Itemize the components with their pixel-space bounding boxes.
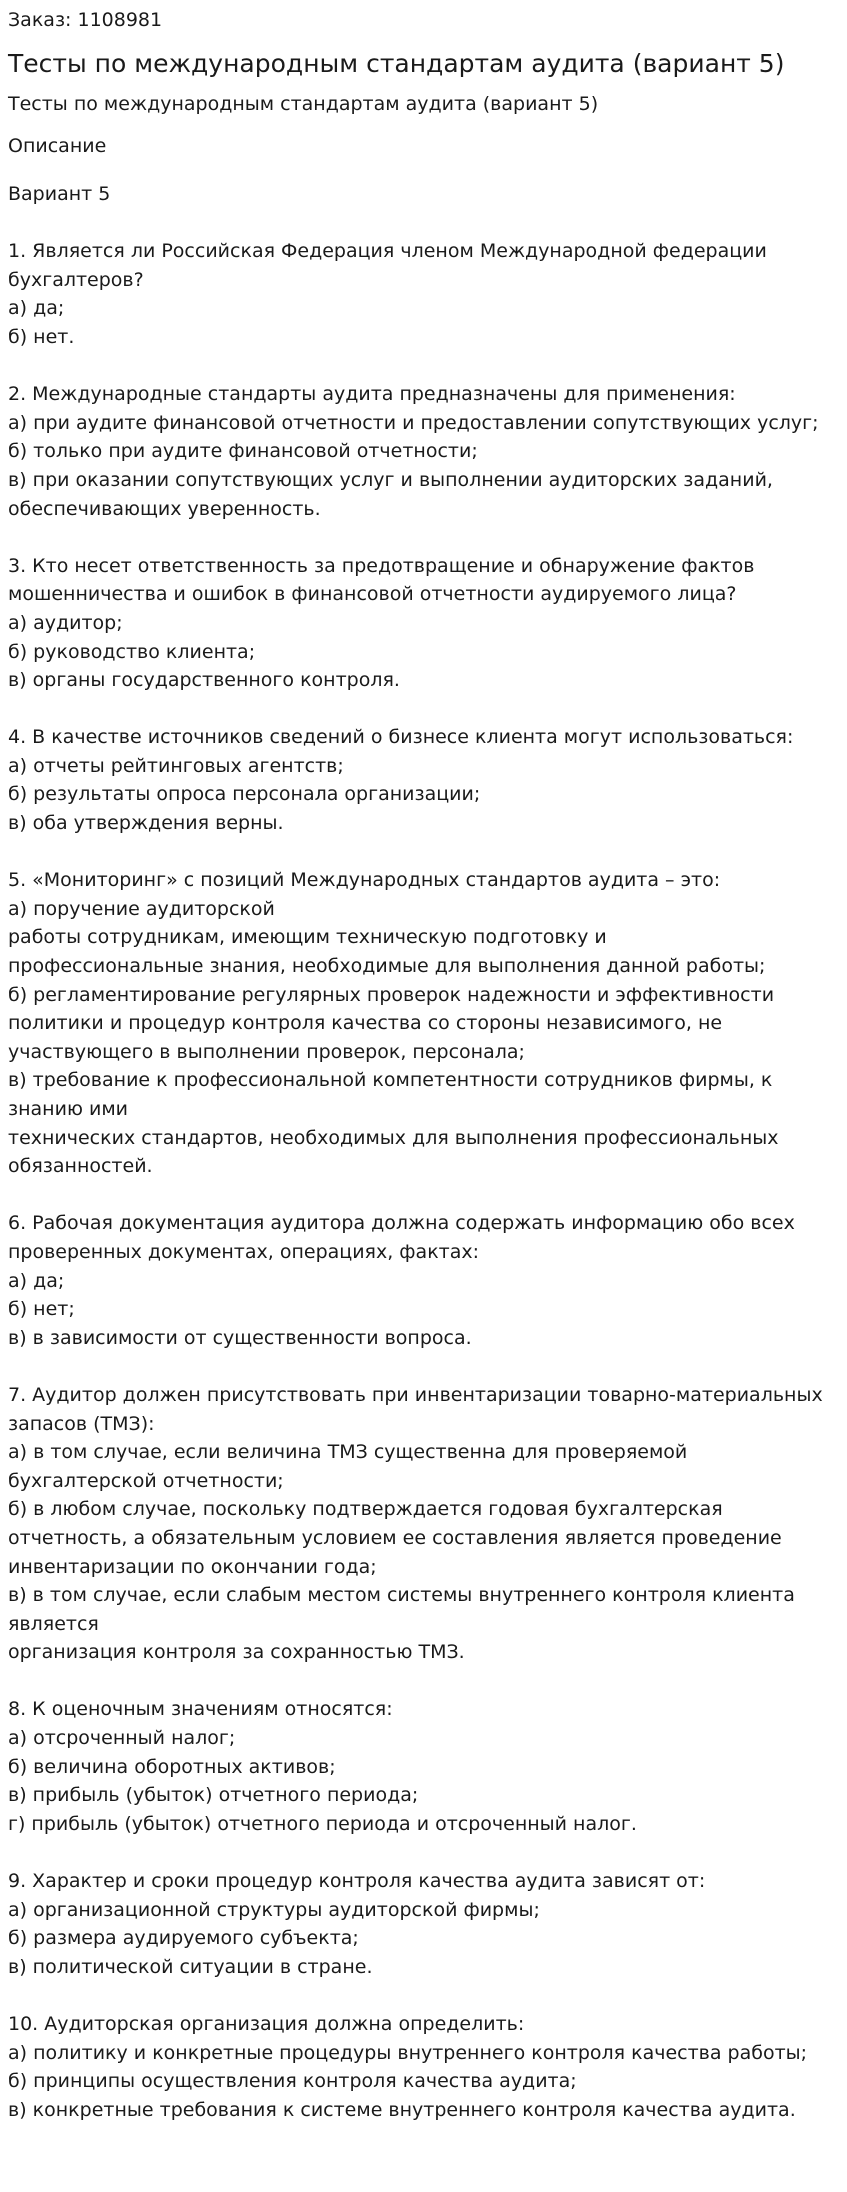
page-subtitle: Тесты по международным стандартам аудита (вариант 5) (8, 93, 599, 115)
order-number: Заказ: 1108981 (8, 9, 163, 31)
page-title: Тесты по международным стандартам аудита (вариант 5) (8, 49, 785, 78)
description-heading: Описание (8, 135, 107, 157)
description-text: Вариант 5 1. Является ли Российская Федерация членом Международной федерации бухгалтеров? а) да; б) нет. 2. Международные стандарты аудита предназначены для применения: а) при аудите финансовой отчетности и предоставлении сопутствующих услуг; б) только при аудите финансовой отчетности; в) при оказании сопутствующих услуг и выполнении аудиторских заданий, обеспечивающих уверенность. 3. Кто несет ответственность за предотвращение и обнаружение фактов мошенничества и ошибок в финансовой отчетности аудируемого лица? а) аудитор; б) руководство клиента; в) органы государственного контроля. 4. В качестве источников сведений о бизнесе клиента могут использоваться: а) отчеты рейтинговых агентств; б) результаты опроса персонала организации; в) оба утверждения верны. 5. «Мониторинг» с позиций Международных стандартов аудита – это: а) поручение аудиторской работы сотрудникам, имеющим техническую подготовку и профессиональные знания, необходимые для выполнения данной работы; б) регламентирование регулярных проверок надежности и эффективности политики и процедур контроля качества со стороны независимого, не участвующего в выполнении проверок, персонала; в) требование к профессиональной компетентности сотрудников фирмы, к знанию ими технических стандартов, необходимых для выполнения профессиональных обязанностей. 6. Рабочая документация аудитора должна содержать информацию обо всех проверенных документах, операциях, фактах: а) да; б) нет; в) в зависимости от существенности вопроса. 7. Аудитор должен присутствовать при инвентаризации товарно-материальных запасов (ТМЗ): а) в том случае, если величина ТМЗ существенна для проверяемой бухгалтерской отчетности; б) в любом случае, поскольку подтверждается годовая бухгалтерская отчетность, а обязательным условием ее составления является проведение инвентаризации по окончании года; в) в том случае, если слабым местом системы внутреннего контроля клиента является организация контроля за сохранностью ТМЗ. 8. К оценочным значениям относятся: а) отсроченный налог; б) величина оборотных активов; в) прибыль (убыток) отчетного периода; г) прибыль (убыток) отчетного периода и отсроченный налог. 9. Характер и сроки процедур контроля качества аудита зависят от: а) организационной структуры аудиторской фирмы; б) размера аудируемого субъекта; в) политической ситуации в стране. 10. Аудиторская организация должна определить: а) политику и конкретные процедуры внутреннего контроля качества работы; б) принципы осуществления контроля качества аудита; в) конкретные требования к системе внутреннего контроля качества аудита. (8, 183, 823, 2121)
